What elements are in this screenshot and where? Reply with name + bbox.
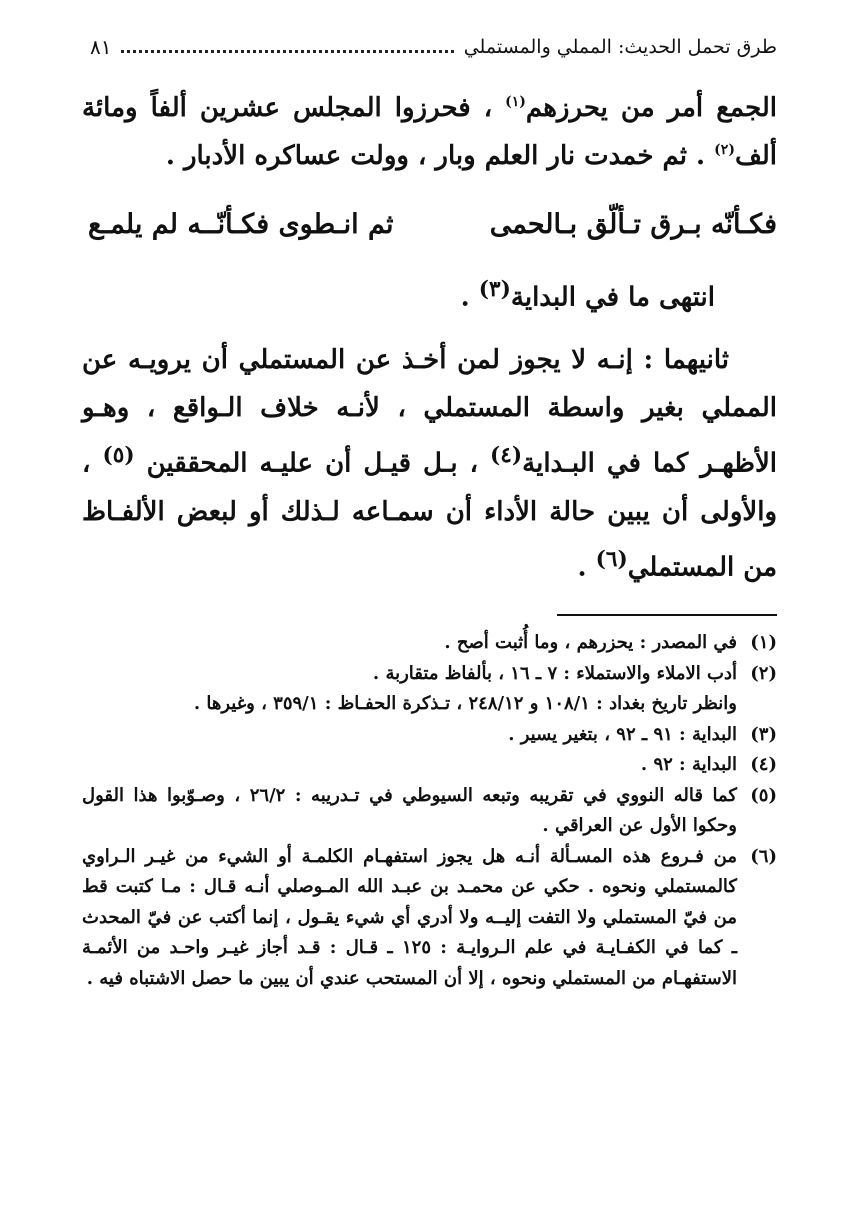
footnote-number: (٥)	[750, 784, 777, 806]
verse-first-hemistich: فكـأنّه بـرق تـألّق بـالحمى	[489, 208, 777, 240]
verse-second-hemistich: ثم انـطوى فكـأنّــه لم يلمـع	[88, 208, 394, 240]
footnote-5	[82, 781, 777, 842]
footnote-ref-6[interactable]: (٦)	[595, 546, 628, 572]
footnote-ref-5[interactable]: (٥)	[102, 443, 135, 468]
footnote-text: من فـروع هذه المسـألة أنـه هل يجوز استفهـام الكلمـة أو الشيء من غيـر الـراوي كالمستملي ونحوه . حكي عن محمـد بن عبـد الله المـوصلي أنـه قـال : مـا كتبت قط من فيّ المستملي ولا التفت إليــه ولا أدري أي شيء يقـول ، إنما أكتب عن فيّ المحدث ـ كما في الكفـايـة في علم الـروايـة : ١٢٥ ـ قـال : قـد أجاز غيـر واحـد من الأئمـة الاستفهـام من المستملي ونحوه ، إلا أن المستحب عندي أن يبين ما حصل الاشتباه فيه .	[82, 845, 737, 989]
footnote-2	[82, 659, 777, 690]
para2-text-4: .	[577, 552, 587, 583]
footnote-text: البداية : ٩٢ .	[640, 754, 737, 775]
footnote-number: (٢)	[750, 662, 777, 684]
quote-end-line	[82, 266, 715, 322]
page-number: ٨١	[90, 35, 112, 59]
footnote-number: (٤)	[750, 754, 777, 775]
quote-end-text: انتهى ما في البداية	[510, 282, 715, 313]
footnote-ref-2[interactable]: (٢)	[714, 142, 735, 158]
footnotes	[82, 628, 777, 994]
footnote-text: في المصدر : يحزرهم ، وما أُثبت أصح .	[444, 632, 737, 653]
footnote-number: (١)	[750, 632, 777, 653]
footnote-4	[82, 750, 777, 781]
footnote-number: (٣)	[750, 723, 777, 745]
footnote-text: البداية : ٩١ ـ ٩٢ ، بتغير يسير .	[508, 723, 737, 745]
footnote-ref-3[interactable]: (٣)	[478, 277, 511, 302]
dot-leader	[121, 50, 453, 53]
footnote-3	[82, 720, 777, 751]
para2-text-2: ، بـل قيـل أن عليـه المحققين	[146, 448, 478, 479]
para2-text-3: ، والأولى أن يبين حالة الأداء أن سمـاعه لـذلك أو لبعض الألفـاظ من المستملي	[82, 448, 777, 583]
footnote-2-continuation: وانظر تاريخ بغداد : ١٠٨/١ و ٢٤٨/١٢ ، تـذكرة الحفـاظ : ٣٥٩/١ ، وغيرها .	[193, 693, 737, 714]
footnote-separator	[557, 614, 777, 616]
para1-text-b: ، فحرزوا المجلس عشرين ألفاً ومائة ألف	[82, 93, 777, 171]
footnote-text: أدب الاملاء والاستملاء : ٧ ـ ١٦ ، بألفاظ متقاربة .	[372, 662, 737, 684]
footnote-1	[82, 628, 777, 659]
running-header	[90, 30, 777, 64]
poem-verse	[88, 200, 777, 248]
header-title: طرق تحمل الحديث: المملي والمستملي	[463, 36, 777, 58]
para1-text-a: الجمع أمر من يحرزهم	[525, 93, 777, 123]
footnote-ref-4[interactable]: (٤)	[490, 443, 523, 468]
quote-end-period: .	[460, 282, 470, 313]
para2-text-1: ثانيهما : إنـه لا يجوز لمن أخـذ عن المستملي أن يرويـه عن المملي بغير واسطة المستملي ، لأنـه خلاف الـواقع ، وهـو الأظهـر كما في البـداية	[82, 345, 777, 479]
footnote-text: كما قاله النووي في تقريبه وتبعه السيوطي في تـدريبه : ٢٦/٢ ، وصـوّبوا هذا القول وحكوا الأول عن العراقي .	[82, 784, 737, 836]
paragraph-2	[82, 336, 777, 591]
footnote-ref-1[interactable]: (١)	[505, 94, 526, 110]
footnote-6	[82, 842, 777, 995]
paragraph-1	[82, 84, 777, 180]
para1-text-c: . ثم خمدت نار العلم وبار ، وولت عساكره الأدبار .	[165, 141, 706, 171]
footnote-number: (٦)	[750, 845, 777, 867]
